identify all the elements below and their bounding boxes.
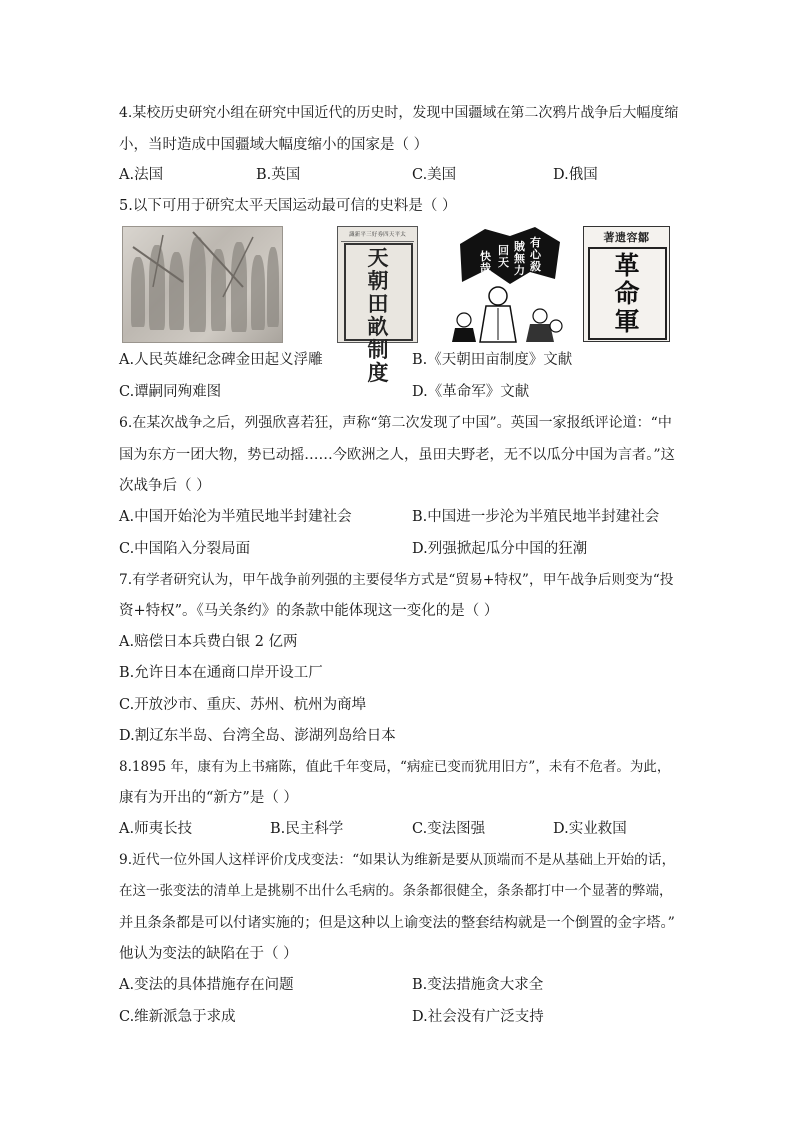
q4-option-d: D.俄国	[553, 167, 598, 183]
q7-option-b: B.允许日本在通商口岸开设工厂	[119, 665, 323, 681]
q5-option-b: B.《天朝田亩制度》文献	[412, 352, 573, 368]
q4-option-b: B.英国	[256, 167, 301, 183]
q6-option-d: D.列强掀起瓜分中国的狂潮	[412, 541, 588, 557]
book2-header-text: 著遗容鄒	[603, 231, 650, 244]
q7-option-c: C.开放沙市、重庆、苏州、杭州为商埠	[119, 697, 367, 713]
relief-sculpture-image	[122, 226, 283, 343]
q9-option-b: B.变法措施贪大求全	[412, 977, 544, 993]
svg-text:哉: 哉	[480, 262, 491, 275]
q6-stem-line-1: 6.在某次战争之后，列强欣喜若狂，声称“第二次发现了中国”。英国一家报纸评论道：“中	[119, 415, 672, 431]
q5-stem: 5.以下可用于研究太平天国运动最可信的史料是（ ）	[119, 198, 457, 214]
q9-option-c: C.维新派急于求成	[119, 1009, 236, 1025]
q9-stem-line-1: 9.近代一位外国人这样评价戊戌变法：“如果认为维新是要从顶端而不是从基础上开始的话，	[119, 852, 676, 868]
q4-stem-line-1: 4.某校历史研究小组在研究中国近代的历史时，发现中国疆域在第二次鸦片战争后大幅度缩	[119, 105, 679, 121]
q7-option-a: A.赔偿日本兵费白银 2 亿两	[119, 634, 298, 650]
q6-stem-line-3: 次战争后（ ）	[119, 478, 211, 494]
q9-stem-line-4: 他认为变法的缺陷在于（ ）	[119, 946, 298, 962]
q8-option-b: B.民主科学	[270, 821, 344, 837]
svg-text:心: 心	[530, 248, 541, 261]
q4-stem-line-2: 小，当时造成中国疆域大幅度缩小的国家是（ ）	[119, 137, 429, 153]
q8-option-a: A.师夷长技	[119, 821, 193, 837]
q5-option-a: A.人民英雄纪念碑金田起义浮雕	[119, 352, 323, 368]
q7-stem-line-2: 资+特权”。《马关条约》的条款中能体现这一变化的是（ ）	[119, 603, 499, 619]
q8-option-d: D.实业救国	[553, 821, 627, 837]
q6-option-c: C.中国陷入分裂局面	[119, 541, 251, 557]
q7-stem-line-1: 7.有学者研究认为，甲午战争前列强的主要侵华方式是“贸易+特权”，甲午战争后则变为“投	[119, 572, 674, 588]
book2-title-text: 革命軍	[614, 251, 640, 336]
q6-option-a: A.中国开始沦为半殖民地半封建社会	[119, 509, 352, 525]
q9-option-a: A.变法的具体措施存在问题	[119, 977, 294, 993]
q5-option-c: C.谭嗣同殉难图	[119, 384, 222, 400]
tan-sitong-cartoon-image	[450, 224, 565, 342]
q8-stem-line-1: 8.1895 年，康有为上书痛陈，值此千年变局，“病症已变而犹用旧方”，未有不危者。为此，	[119, 759, 671, 775]
q5-option-d: D.《革命军》文献	[412, 384, 530, 400]
q9-stem-line-2: 在这一张变法的清单上是挑剔不出什么毛病的。条条都很健全，条条都打中一个显著的弊端，	[119, 883, 673, 899]
q6-stem-line-2: 国为东方一团大物，势已动摇……今欧洲之人，虽田夫野老，无不以瓜分中国为言者。”这	[119, 447, 675, 463]
q6-option-b: B.中国进一步沦为半殖民地半封建社会	[412, 509, 660, 525]
geming-jun-book-image	[583, 226, 670, 342]
q8-option-c: C.变法图强	[412, 821, 486, 837]
svg-text:無: 無	[514, 252, 525, 265]
q9-option-d: D.社会没有广泛支持	[412, 1009, 544, 1025]
book-header-text: 識新平三好劵四天平太	[341, 229, 414, 242]
svg-text:賊: 賊	[514, 240, 525, 253]
q8-stem-line-2: 康有为开出的“新方”是（ ）	[119, 790, 298, 806]
svg-text:力: 力	[514, 264, 525, 277]
svg-text:回: 回	[498, 244, 509, 257]
svg-text:快: 快	[480, 250, 491, 263]
svg-text:有: 有	[530, 236, 541, 249]
svg-text:天: 天	[498, 256, 509, 269]
q4-option-a: A.法国	[119, 167, 164, 183]
q9-stem-line-3: 并且条条都是可以付诸实施的；但是这种以上谕变法的整套结构就是一个倒置的金字塔。”	[119, 915, 675, 931]
tianchao-book-image	[337, 226, 418, 385]
svg-text:殺: 殺	[530, 260, 541, 273]
q7-option-d: D.割辽东半岛、台湾全岛、澎湖列岛给日本	[119, 728, 396, 744]
q4-option-c: C.美国	[412, 167, 457, 183]
book-title-text: 天朝田畝制度	[367, 245, 389, 385]
